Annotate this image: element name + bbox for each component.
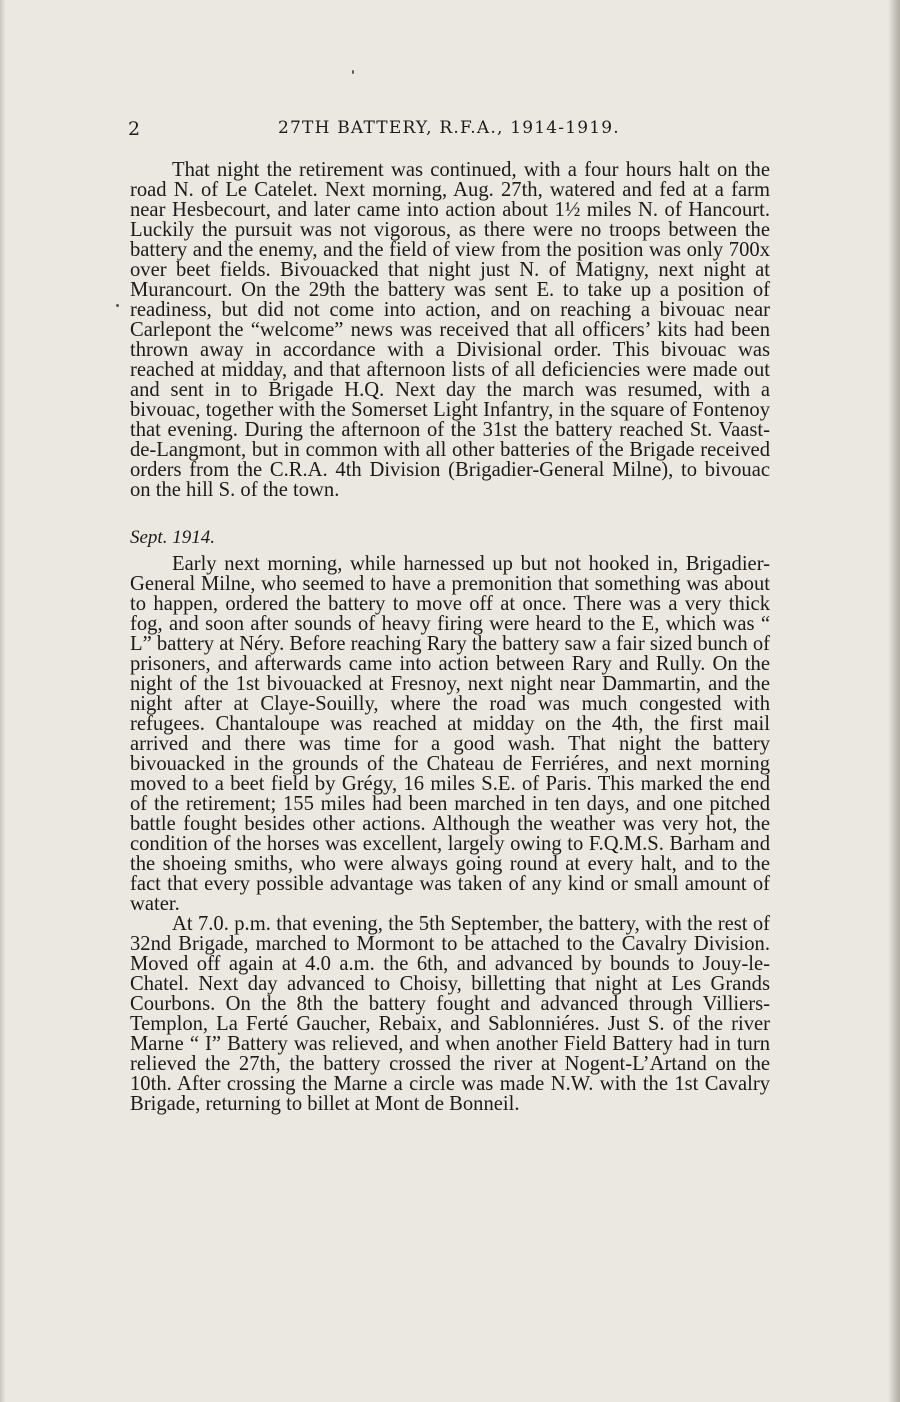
section-heading: Sept. 1914. xyxy=(130,527,215,548)
paragraph: Early next morning, while harnessed up but not hooked in, Brigadier-General Milne, who seemed to have a premonition that something was about to happen, ordered the battery to move off at once. There was a very thick fog, and soon after sounds of heavy firing were heard to the E, which was “ L” battery at Néry. Before reaching Rary the battery saw a fair sized bunch of prisoners, and afterwards came into action between Rary and Rully. On the night of the 1st bivouacked at Fresnoy, next night near Dammartin, and the night after at Claye-Souilly, where the road was much congested with refugees. Chantaloupe was reached at midday on the 4th, the first mail arrived and there was time for a good wash. That night the battery bivouacked in the grounds of the Chateau de Ferriéres, and next morning moved to a beet field by Grégy, 16 miles S.E. of Paris. This marked the end of the retirement; 155 miles had been marched in ten days, and one pitched battle fought besides other actions. Although the weather was very hot, the condition of the horses was excellent, largely owing to F.Q.M.S. Barham and the shoeing smiths, who were always going round at every halt, and to the fact that every possible advantage was taken of any kind or small amount of water. xyxy=(130,553,770,915)
paragraph: That night the retirement was continued, with a four hours halt on the road N. of Le Catelet. Next morning, Aug. 27th, watered and fed at a farm near Hesbecourt, and later came into action about 1½ miles N. of Hancourt. Luckily the pursuit was not vigorous, as there were no troops between the battery and the enemy, and the field of view from the position was only 700x over beet fields. Bivouacked that night just N. of Matigny, next night at Murancourt. On the 29th the battery was sent E. to take up a position of readiness, but did not come into action, and on reaching a bivouac near Carlepont the “welcome” news was received that all officers’ kits had been thrown away in accordance with a Divisional order. This bivouac was reached at midday, and that afternoon lists of all deficiencies were made out and sent in to Brigade H.Q. Next day the march was resumed, with a bivouac, together with the Somerset Light Infantry, in the square of Fontenoy that evening. During the afternoon of the 31st the battery reached St. Vaast-de-Langmont, but in common with all other batteries of the Brigade received orders from the C.R.A. 4th Division (Brigadier-General Milne), to bivouac on the hill S. of the town. xyxy=(130,159,770,501)
paper-speck xyxy=(116,304,119,307)
page-edge-shadow-left xyxy=(0,0,6,1402)
running-header xyxy=(128,118,768,146)
paragraph: At 7.0. p.m. that evening, the 5th September, the battery, with the rest of 32nd Brigade, marched to Mormont to be attached to the Cavalry Division. Moved off again at 4.0 a.m. the 6th, and advanced by bounds to Jouy-le-Chatel. Next day advanced to Choisy, billetting that night at Les Grands Courbons. On the 8th the battery fought and advanced through Villiers-Templon, La Ferté Gaucher, Rebaix, and Sablonniéres. Just S. of the river Marne “ I” Battery was relieved, and when another Field Battery had in turn relieved the 27th, the battery crossed the river at Nogent-L’Artand on the 10th. After crossing the Marne a circle was made N.W. with the 1st Cavalry Brigade, returning to billet at Mont de Bonneil. xyxy=(130,913,770,1115)
paper-speck xyxy=(352,70,354,74)
running-title: 27TH BATTERY, R.F.A., 1914-1919. xyxy=(278,118,620,138)
body-text xyxy=(130,160,770,1114)
page-number: 2 xyxy=(128,118,141,140)
page-edge-shadow-right xyxy=(888,0,900,1402)
